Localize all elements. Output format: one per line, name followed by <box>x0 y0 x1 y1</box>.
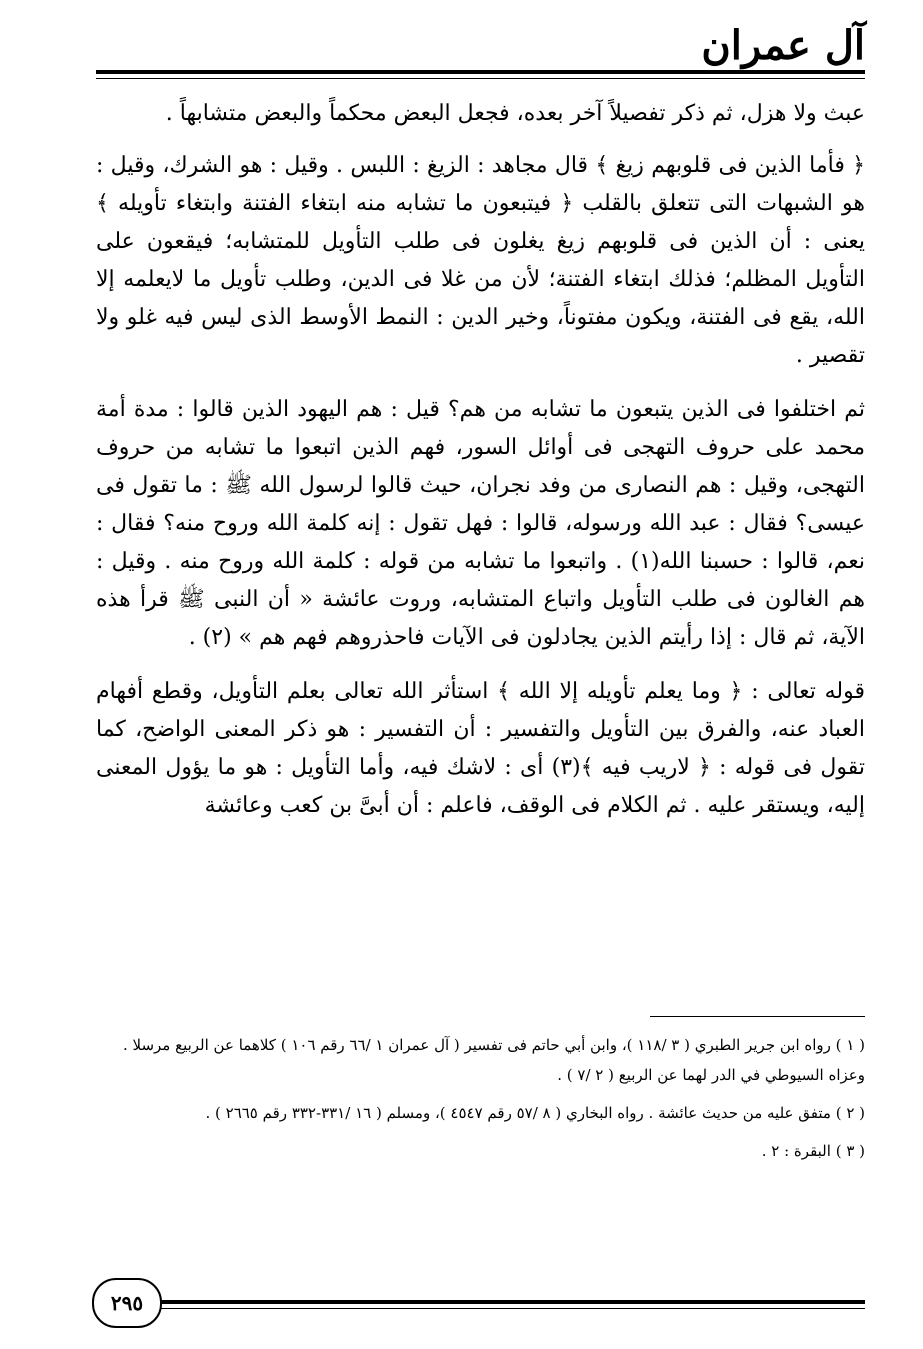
footer-rule-thin <box>160 1308 865 1309</box>
page-number: ٢٩٥ <box>92 1278 162 1328</box>
footnote: ( ٢ ) متفق عليه من حديث عائشة . رواه البخاري ( ٨ /٥٧ رقم ٤٥٤٧ )، ومسلم ( ١٦ /٣٣١-٣٣٢ رقم ٢٦٦٥ ) . <box>205 1104 865 1122</box>
footnote: ( ١ ) رواه ابن جرير الطبري ( ٣ /١١٨ )، وابن أبي حاتم فى تفسير ( آل عمران ١ /٦٦ رقم ١٠٦ ) كلاهما عن الربيع مرسلا . وعزاه السيوطي في الدر لهما عن الربيع ( ٢ /٧ ) . <box>122 1036 865 1084</box>
footnote: ( ٣ ) البقرة : ٢ . <box>761 1142 865 1160</box>
paragraph: ﴿ فأما الذين فى قلوبهم زيغ ﴾ قال مجاهد : الزيغ : اللبس . وقيل : هو الشرك، وقيل : هو الشبهات التى تتعلق بالقلب ﴿ فيتبعون ما تشابه منه ابتغاء الفتنة وابتغاء تأويله ﴾ يعنى : أن الذين فى قلوبهم زيغ يغلون فى طلب التأويل للمتشابه؛ فيقعون على التأويل المظلم؛ فذلك ابتغاء الفتنة؛ لأن من غلا فى الدين، وطلب تأويل ما لايعلمه إلا الله، يقع فى الفتنة، ويكون مفتوناً، وخير الدين : النمط الأوسط الذى ليس فيه غلو ولا تقصير . <box>96 153 865 368</box>
surah-header-title: آل عمران <box>701 22 865 69</box>
body-text <box>96 95 865 841</box>
footnotes <box>96 1030 865 1174</box>
footnote-separator <box>650 1016 865 1017</box>
paragraph: ثم اختلفوا فى الذين يتبعون ما تشابه من هم؟ قيل : هم اليهود الذين قالوا : مدة أمة محمد على حروف التهجى فى أوائل السور، فهم الذين اتبعوا ما تشابه من حروف التهجى، وقيل : هم النصارى من وفد نجران، حيث قالوا لرسول الله ﷺ : ما تقول فى عيسى؟ فقال : عبد الله ورسوله، قالوا : فهل تقول : إنه كلمة الله وروح منه؟ فقال : نعم، قالوا : حسبنا الله(١) . واتبعوا ما تشابه من قوله : كلمة الله وروح منه . وقيل : هم الغالون فى طلب التأويل واتباع المتشابه، وروت عائشة « أن النبى ﷺ قرأ هذه الآية، ثم قال : إذا رأيتم الذين يجادلون فى الآيات فاحذروهم فهم هم » (٢) . <box>96 397 865 650</box>
header-rule-thin <box>96 78 865 79</box>
header-rule-thick <box>96 70 865 74</box>
footer-rule-thick <box>160 1300 865 1304</box>
paragraph: قوله تعالى : ﴿ وما يعلم تأويله إلا الله ﴾ استأثر الله تعالى بعلم التأويل، وقطع أفهام العباد عنه، والفرق بين التأويل والتفسير : أن التفسير : هو ذكر المعنى الواضح، كما تقول فى قوله : ﴿ لاريب فيه ﴾(٣) أى : لاشك فيه، وأما التأويل : هو ما يؤول المعنى إليه، ويستقر عليه . ثم الكلام فى الوقف، فاعلم : أن أبىَّ بن كعب وعائشة <box>96 679 865 818</box>
paragraph: عبث ولا هزل، ثم ذكر تفصيلاً آخر بعده، فجعل البعض محكماً والبعض متشابهاً . <box>165 101 865 126</box>
